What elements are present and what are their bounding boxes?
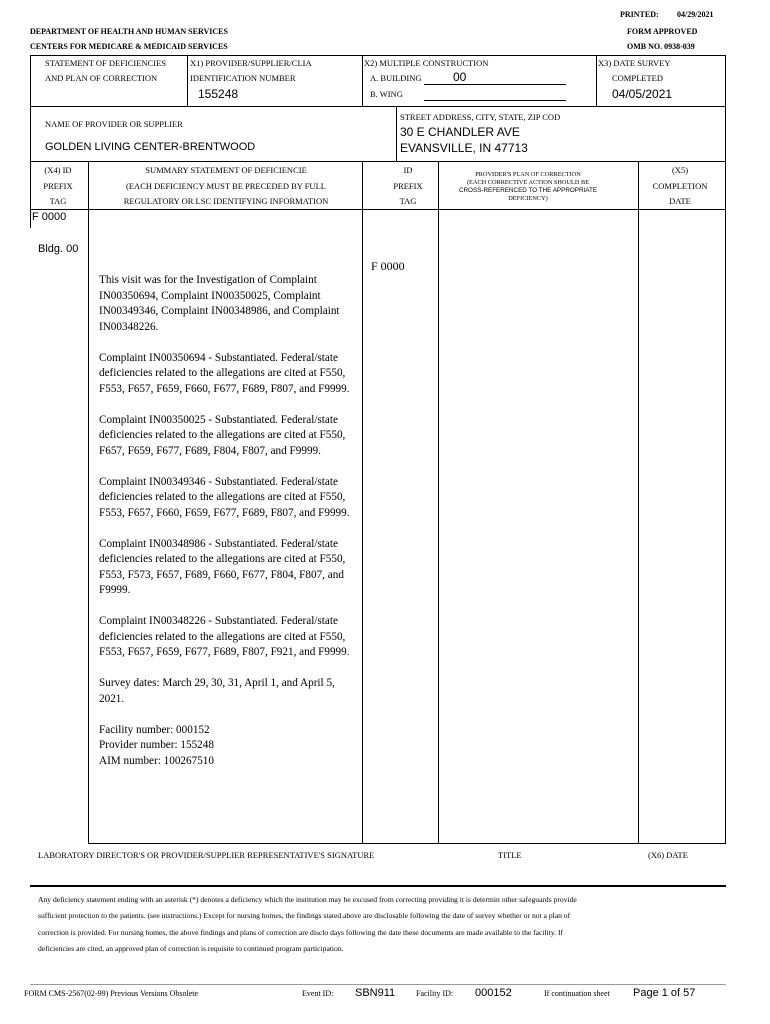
plan-label-3: CROSS-REFERENCED TO THE APPROPRIATE [458, 187, 598, 194]
survey-completed-date: 04/05/2021 [612, 87, 673, 101]
facility-number: Facility number: 000152 [99, 723, 210, 736]
signature-separator [30, 885, 726, 887]
omb-number: OMB NO. 0938-039 [627, 42, 695, 51]
provider-number: Provider number: 155248 [99, 739, 214, 751]
event-id-value: SBN911 [355, 987, 396, 999]
summary-paragraph: Complaint IN00350025 - Substantiated. Federal/state deficiencies related to the allegations are cited at F550, F657, F659, F677, F689, F804, F807, and F9999. [99, 413, 346, 457]
address-line-2: EVANSVILLE, IN 47713 [400, 141, 528, 155]
x1-label-1: X1) PROVIDER/SUPPLIER/CLIA [190, 58, 312, 68]
deficiency-summary [99, 273, 361, 769]
summary-paragraph: Complaint IN00348226 - Substantiated. Federal/state deficiencies related to the allegations are cited at F550, F553, F657, F659, F677, F689, F807, F921, and F9999. [99, 615, 350, 658]
columns-header-bottom [30, 209, 726, 210]
x4-prefix-label: PREFIX [43, 181, 73, 191]
provider-bottom-border [30, 161, 726, 162]
facility-id-label: Facility ID: [416, 989, 454, 998]
top-box-bottom-border-full [30, 106, 726, 107]
plan-column-divider [638, 161, 639, 844]
id-tag-label: TAG [399, 196, 417, 206]
summary-label-2: (EACH DEFICIENCY MUST BE PRECEDED BY FULL [126, 181, 326, 191]
x4-column-divider [88, 161, 89, 844]
x2-label: X2) MULTIPLE CONSTRUCTION [364, 58, 489, 68]
x4-tag-label: TAG [49, 196, 67, 206]
form-approved: FORM APPROVED [627, 27, 698, 36]
plan-label-4: DEFICIENCY) [508, 195, 548, 202]
summary-paragraph: Complaint IN00350694 - Substantiated. Federal/state deficiencies related to the allegations are cited at F550, F553, F657, F659, F660, F677, F689, F807, and F9999. [99, 351, 350, 395]
aim-number: AIM number: 100267510 [99, 754, 214, 767]
building-underline [424, 84, 566, 85]
printed-label: PRINTED: [620, 10, 659, 19]
x5-label-1: (X5) [671, 165, 689, 175]
id-column-divider [438, 161, 439, 844]
provider-name-value: GOLDEN LIVING CENTER-BRENTWOOD [45, 141, 256, 153]
statement-label-2: AND PLAN OF CORRECTION [45, 73, 158, 83]
address-label: STREET ADDRESS, CITY, STATE, ZIP COD [400, 112, 561, 122]
x4-id-label: (X4) ID [44, 165, 72, 175]
provider-right-border [725, 106, 726, 162]
table-bottom-border [88, 843, 726, 844]
plan-label-1: PROVIDER'S PLAN OF CORRECTION [475, 171, 581, 178]
x5-label-3: DATE [669, 196, 691, 206]
building-tag: Bldg. 00 [38, 243, 79, 255]
building-value: 00 [453, 70, 467, 84]
right-border [725, 161, 726, 844]
wing-label: B. WING [370, 89, 403, 99]
x1-label-2: IDENTIFICATION NUMBER [190, 73, 296, 83]
id-label: ID [403, 165, 413, 175]
summary-paragraph: Survey dates: March 29, 30, 31, April 1, and April 5, 2021. [99, 677, 335, 705]
left-border-top [30, 161, 31, 228]
x2-divider [362, 55, 363, 106]
statement-label-1: STATEMENT OF DEFICIENCIES [45, 58, 167, 68]
provider-name-label: NAME OF PROVIDER OR SUPPLIER [45, 119, 183, 129]
x5-label-2: COMPLETION [652, 181, 708, 191]
disclaimer-text: Any deficiency statement ending with an asterisk (*) denotes a deficiency which the institution may be excused from correcting providing it is determin other safeguards provide sufficient protection to the patients. (see instructions.) Except for nursing homes, the findings stated above are disclosable following the date of survey whether or not a plan of correction is provided. For nursing homes, the above findings and plans of correction are disclo days following the date these documents are made available to the facility. If deficiencies are cited, an approved plan of correction is requisite to continued program participation. [38, 895, 577, 954]
centers-title: CENTERS FOR MEDICARE & MEDICAID SERVICES [30, 42, 228, 51]
x3-label-1: X3) DATE SURVEY [598, 58, 671, 68]
provider-id-value: 155248 [198, 87, 239, 101]
top-box-top-border [30, 55, 726, 56]
summary-label-1: SUMMARY STATEMENT OF DEFICIENCIE [145, 165, 307, 175]
left-prefix-tag: F 0000 [32, 211, 67, 223]
provider-divider [396, 106, 397, 162]
x1-divider [187, 55, 188, 106]
date-label: (X6) DATE [648, 850, 688, 860]
summary-paragraph: Complaint IN00349346 - Substantiated. Federal/state deficiencies related to the allegations are cited at F550, F553, F657, F660, F659, F677, F689, F807, and F9999. [99, 475, 350, 519]
printed-date: 04/29/2021 [677, 10, 714, 19]
summary-paragraph: Complaint IN00348986 - Substantiated. Federal/state deficiencies related to the allegations are cited at F550, F553, F573, F657, F689, F660, F677, F804, F807, and F9999. [99, 537, 346, 596]
signature-label: LABORATORY DIRECTOR'S OR PROVIDER/SUPPLIER REPRESENTATIVE'S SIGNATURE [38, 850, 375, 860]
continuation-label: If continuation sheet [544, 989, 610, 998]
wing-underline [424, 100, 566, 101]
form-number: FORM CMS-2567(02-99) Previous Versions Obsolete [24, 989, 199, 998]
summary-label-3: REGULATORY OR LSC IDENTIFYING INFORMATION [123, 196, 329, 206]
provider-left-border [30, 106, 31, 162]
address-line-1: 30 E CHANDLER AVE [400, 125, 520, 139]
summary-paragraph: This visit was for the Investigation of Complaint IN00350694, Complaint IN00350025, Complaint IN00349346, Complaint IN00348986, and Complaint IN00348226. [99, 274, 340, 333]
x3-divider [596, 55, 597, 106]
top-box-left-border [30, 55, 31, 106]
building-label: A. BUILDING [370, 73, 422, 83]
event-id-label: Event ID: [302, 989, 334, 998]
id-prefix-label: PREFIX [393, 181, 423, 191]
title-label: TITLE [498, 850, 522, 860]
summary-column-divider [362, 161, 363, 844]
top-box-right-border [725, 55, 726, 106]
right-prefix-tag: F 0000 [371, 259, 405, 273]
page-number: Page 1 of 57 [633, 987, 696, 999]
facility-id-value: 000152 [475, 987, 512, 999]
footer-separator [30, 984, 726, 985]
department-title: DEPARTMENT OF HEALTH AND HUMAN SERVICES [30, 27, 228, 36]
plan-label-2: (EACH CORRECTIVE ACTION SHOULD BE [466, 179, 590, 186]
x3-label-2: COMPLETED [612, 73, 663, 83]
